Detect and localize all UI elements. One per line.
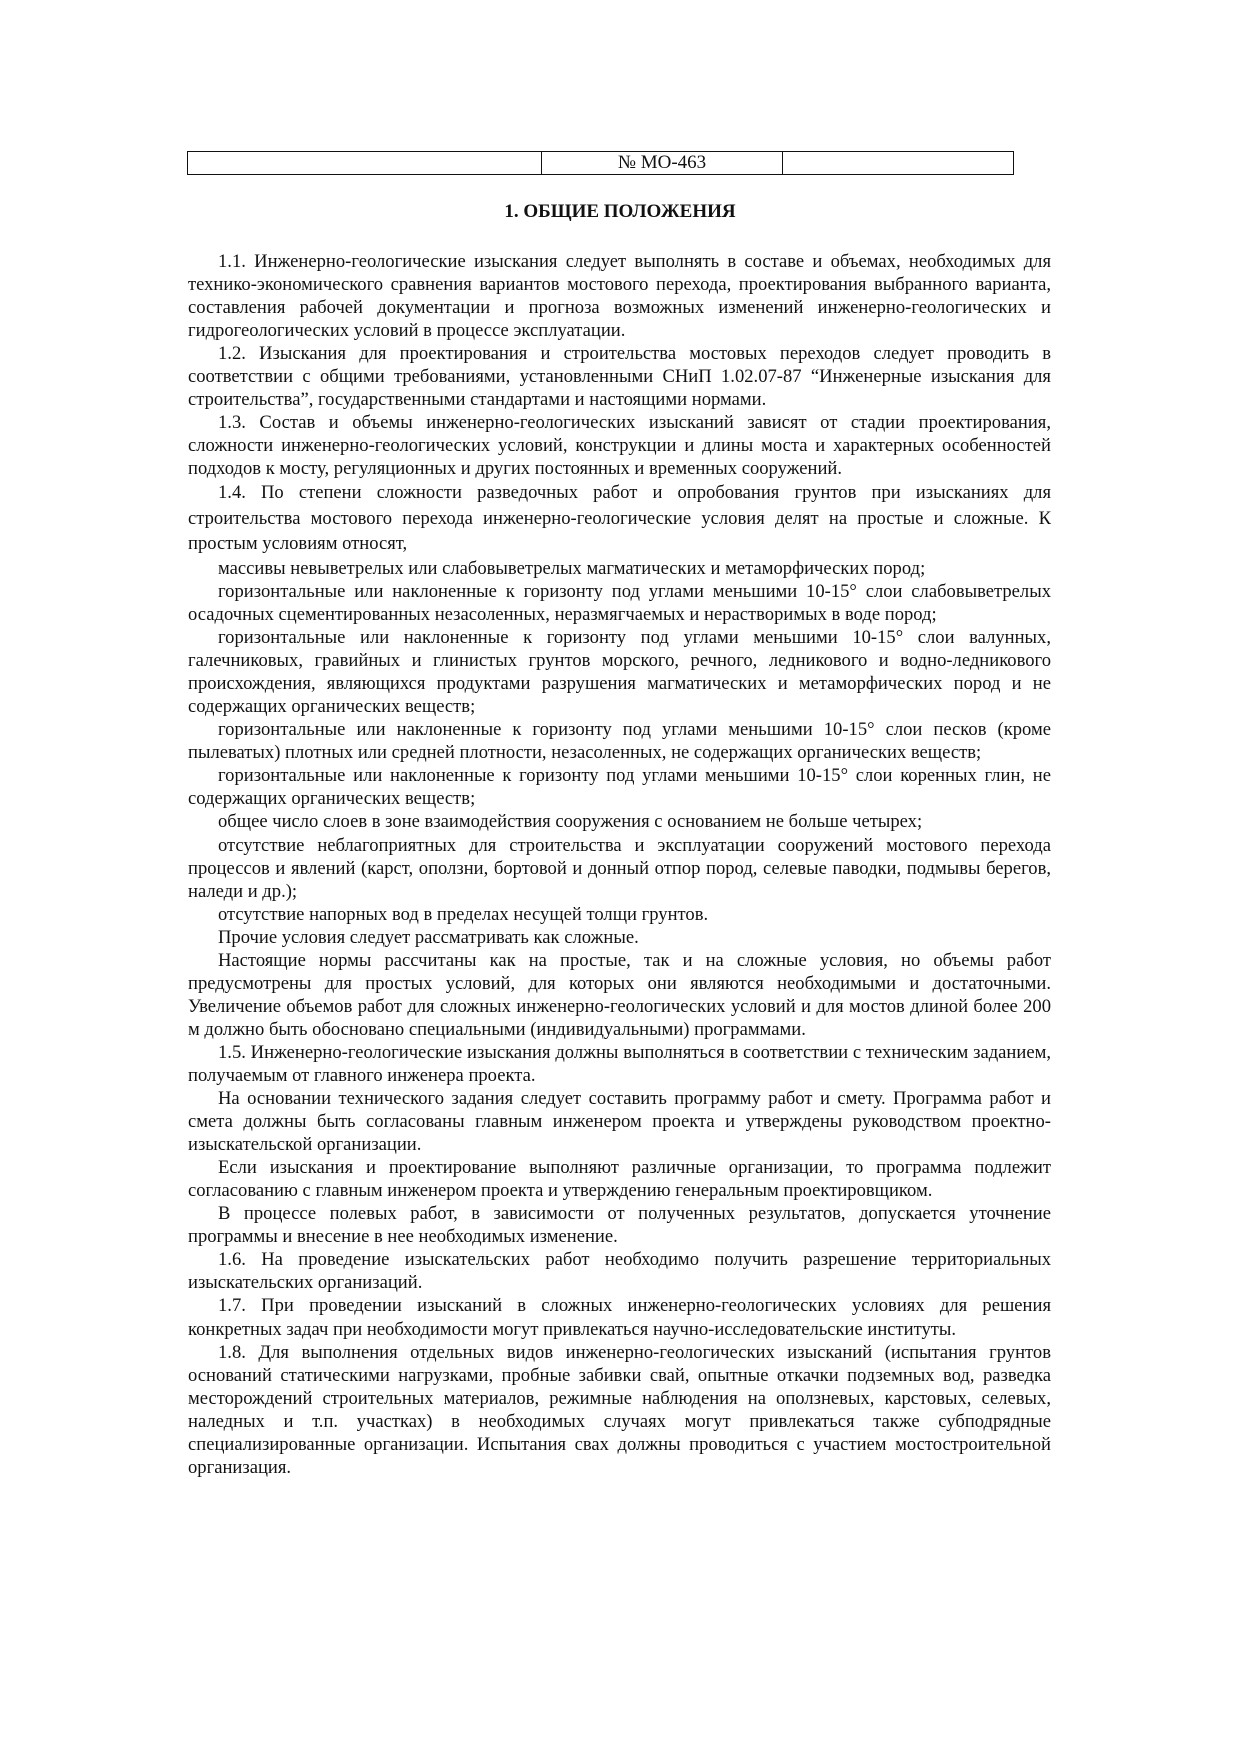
list-item: отсутствие напорных вод в пределах несущей толщи грунтов. [218,903,709,925]
paragraph: 1.6. На проведение изыскательских работ необходимо получить разрешение территориальных изыскательских организаций. [188,1249,1051,1294]
paragraph: В процессе полевых работ, в зависимости от полученных результатов, допускается уточнение программы и внесение в нее необходимых изменение. [188,1203,1051,1248]
paragraph: 1.8. Для выполнения отдельных видов инженерно-геологических изысканий (испытания грунтов оснований статическими нагрузками, пробные забивки свай, опытные откачки подземных вод, разведка месторождений строительных материалов, режимные наблюдения на оползневых, карстовых, селевых, наледных и т.п. участках) в необходимых случаях могут привлекаться также субподрядные специализированные организации. Испытания свах должны проводиться с участием мостостроительной организация. [188,1341,1051,1478]
paragraph: Если изыскания и проектирование выполняют различные организации, то программа подлежит согласованию с главным инженером проекта и утверждению генеральным проектировщиком. [188,1157,1051,1202]
list-item: отсутствие неблагоприятных для строительства и эксплуатации сооружений мостового перехода процессов и явлений (карст, оползни, бортовой и донный отпор пород, селевые паводки, подмывы берегов, наледи и др.); [188,834,1051,902]
list-item: массивы невыветрелых или слабовыветрелых магматических и метаморфических пород; [218,557,926,579]
section-body [188,250,1051,1479]
paragraph: 1.4. По степени сложности разведочных работ и опробования грунтов при изысканиях для строительства мостового перехода инженерно-геологические условия делят на простые и сложные. К простым условиям относят, [188,482,1051,555]
list-item: горизонтальные или наклоненные к горизонту под углами меньшими 10-15° слои песков (кроме пылеватых) плотных или средней плотности, незасоленных, не содержащих органических веществ; [188,719,1051,764]
paragraph: 1.7. При проведении изысканий в сложных инженерно-геологических условиях для решения конкретных задач при необходимости могут привлекаться научно-исследовательские институты. [188,1295,1051,1340]
section-title: 1. ОБЩИЕ ПОЛОЖЕНИЯ [504,201,736,222]
paragraph: 1.3. Состав и объемы инженерно-геологических изысканий зависят от стадии проектирования, сложности инженерно-геологических условий, конструкции и длины моста и характерных особенностей подходов к мосту, регуляционных и других постоянных и временных сооружений. [188,412,1051,480]
header-cell-left [188,152,542,175]
list-item: общее число слоев в зоне взаимодействия сооружения с основанием не больше четырех; [218,811,923,833]
paragraph: 1.2. Изыскания для проектирования и строительства мостовых переходов следует проводить в соответствии с общими требованиями, установленными СНиП 1.02.07-87 “Инженерные изыскания для строительства”, государственными стандартами и настоящими нормами. [188,343,1051,411]
list-item: горизонтальные или наклоненные к горизонту под углами меньшими 10-15° слои коренных глин, не содержащих органических веществ; [188,765,1051,810]
header-cell-right [783,152,1014,175]
list-item: горизонтальные или наклоненные к горизонту под углами меньшими 10-15° слои слабовыветрелых осадочных сцементированных незасоленных, неразмягчаемых и нерастворимых в воде пород; [188,581,1051,626]
paragraph: 1.5. Инженерно-геологические изыскания должны выполняться в соответствии с техническим заданием, получаемым от главного инженера проекта. [188,1041,1051,1086]
header-row [188,152,1014,175]
paragraph: Прочие условия следует рассматривать как сложные. [218,926,639,948]
document-number: № МО-463 [542,152,783,175]
paragraph: 1.1. Инженерно-геологические изыскания следует выполнять в составе и объемах, необходимых для технико-экономического сравнения вариантов мостового перехода, проектирования выбранного варианта, составления рабочей документации и прогноза возможных изменений инженерно-геологических и гидрогеологических условий в процессе эксплуатации. [188,251,1051,342]
paragraph: Настоящие нормы рассчитаны как на простые, так и на сложные условия, но объемы работ предусмотрены для простых условий, для которых они являются необходимыми и достаточными. Увеличение объемов работ для сложных инженерно-геологических условий и для мостов длиной более 200 м должно быть обосновано специальными (индивидуальными) программами. [188,949,1051,1040]
paragraph: На основании технического задания следует составить программу работ и смету. Программа работ и смета должны быть согласованы главным инженером проекта и утверждены руководством проектно-изыскательской организации. [188,1088,1051,1156]
header-table [187,151,1014,175]
list-item: горизонтальные или наклоненные к горизонту под углами меньшими 10-15° слои валунных, галечниковых, гравийных и глинистых грунтов морского, речного, ледникового и водно-ледникового происхождения, являющихся продуктами разрушения магматических и метаморфических пород и не содержащих органических веществ; [188,627,1051,718]
